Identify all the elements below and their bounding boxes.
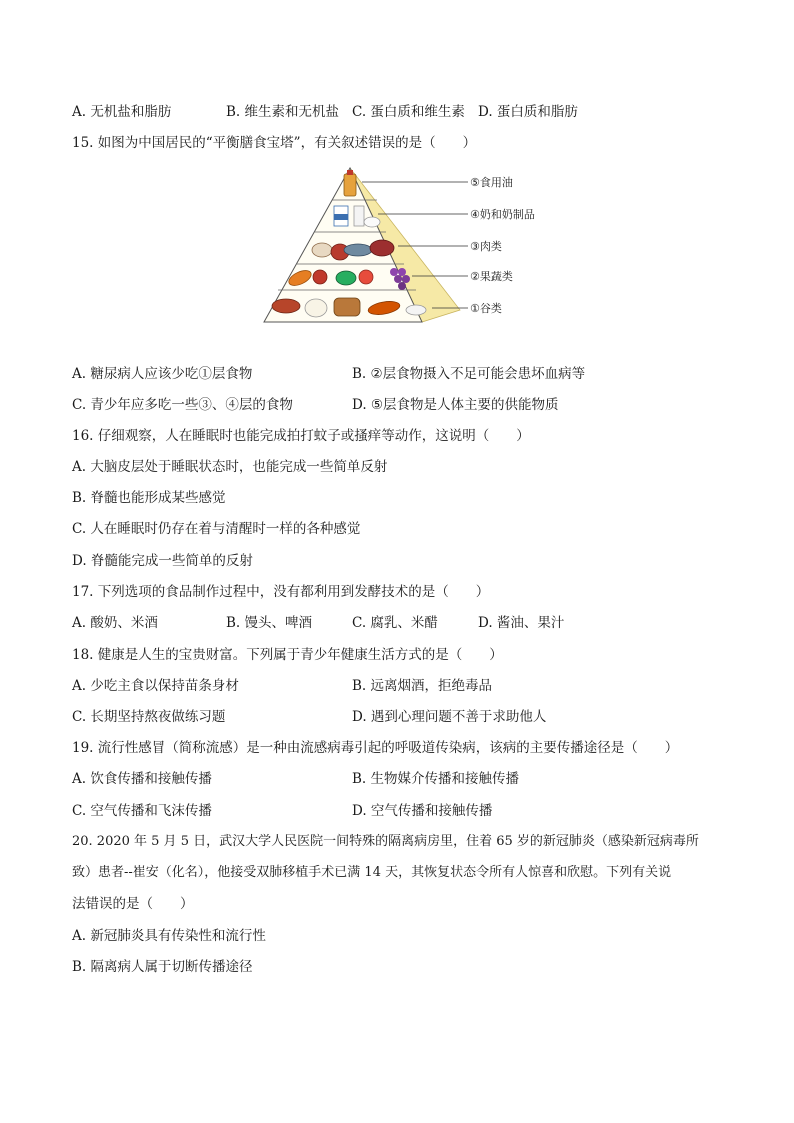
food-pyramid-figure — [258, 160, 558, 330]
onion-icon — [313, 270, 327, 284]
q14-option-c: C. 蛋白质和维生素 — [352, 104, 465, 120]
pepper-icon — [336, 271, 356, 285]
q18-stem: 18. 健康是人生的宝贵财富。下列属于青少年健康生活方式的是（ ） — [72, 647, 503, 663]
q14-option-d: D. 蛋白质和脂肪 — [478, 104, 578, 120]
q18-option-c: C. 长期坚持熬夜做练习题 — [72, 709, 226, 725]
pyramid-label-dairy: ④奶和奶制品 — [470, 208, 535, 221]
q19-option-a: A. 饮食传播和接触传播 — [72, 771, 212, 787]
fish-icon — [344, 244, 372, 256]
q16-option-a: A. 大脑皮层处于睡眠状态时，也能完成一些简单反射 — [72, 459, 388, 475]
q20-stem-line-1: 20. 2020 年 5 月 5 日，武汉大学人民医院一间特殊的隔离病房里，住着 65 岁的新冠肺炎（感染新冠病毒所 — [72, 834, 699, 849]
q18-option-b: B. 远离烟酒，拒绝毒品 — [352, 678, 493, 694]
oil-bottle-icon — [344, 170, 356, 196]
q20-stem-line-3: 法错误的是（ ） — [72, 896, 194, 912]
rice-bowl-icon — [406, 305, 426, 315]
q15-stem: 15. 如图为中国居民的“平衡膳食宝塔”，有关叙述错误的是（ ） — [72, 135, 477, 151]
q20-option-b: B. 隔离病人属于切断传播途径 — [72, 959, 253, 975]
pyramid-label-grains: ①谷类 — [470, 302, 502, 315]
q16-option-c: C. 人在睡眠时仍存在着与清醒时一样的各种感觉 — [72, 521, 361, 537]
q18-option-d: D. 遇到心理问题不善于求助他人 — [352, 709, 547, 725]
bread-icon — [334, 298, 360, 316]
q18-option-a: A. 少吃主食以保持苗条身材 — [72, 678, 239, 694]
apple-icon — [359, 270, 373, 284]
q17-option-c: C. 腐乳、米醋 — [352, 615, 438, 631]
q17-option-b: B. 馒头、啤酒 — [226, 615, 313, 631]
egg-icon — [312, 243, 332, 257]
q17-option-a: A. 酸奶、米酒 — [72, 615, 158, 631]
pyramid-label-meat: ③肉类 — [470, 240, 502, 253]
steamed-bun-icon — [305, 299, 327, 317]
q16-stem: 16. 仔细观察，人在睡眠时也能完成拍打蚊子或搔痒等动作，这说明（ ） — [72, 428, 530, 444]
yogurt-bowl-icon — [364, 217, 380, 227]
q19-stem: 19. 流行性感冒（简称流感）是一种由流感病毒引起的呼吸道传染病，该病的主要传播途径是（ ） — [72, 740, 679, 756]
q19-option-c: C. 空气传播和飞沫传播 — [72, 803, 212, 819]
pyramid-label-oil: ⑤食用油 — [470, 176, 513, 189]
q15-option-d: D. ⑤层食物是人体主要的供能物质 — [352, 397, 559, 413]
q17-stem: 17. 下列选项的食品制作过程中，没有都利用到发酵技术的是（ ） — [72, 584, 490, 600]
milk-glass-icon — [354, 206, 364, 226]
q19-option-d: D. 空气传播和接触传播 — [352, 803, 493, 819]
q14-option-b: B. 维生素和无机盐 — [226, 104, 340, 120]
q16-option-b: B. 脊髓也能形成某些感觉 — [72, 490, 226, 506]
q19-option-b: B. 生物媒介传播和接触传播 — [352, 771, 520, 787]
food-pyramid-illustration — [258, 160, 558, 330]
q20-stem-line-2: 致）患者--崔安（化名），他接受双肺移植手术已满 14 天，其恢复状态令所有人惊喜和欣慰。下列有关说 — [72, 865, 672, 880]
sausage-icon — [370, 240, 394, 256]
q15-option-c: C. 青少年应多吃一些③、④层的食物 — [72, 397, 293, 413]
q17-option-d: D. 酱油、果汁 — [478, 615, 565, 631]
q15-option-b: B. ②层食物摄入不足可能会患坏血病等 — [352, 366, 586, 382]
q14-option-a: A. 无机盐和脂肪 — [72, 104, 172, 120]
sweet-potato-icon — [272, 299, 300, 313]
q16-option-d: D. 脊髓能完成一些简单的反射 — [72, 553, 253, 569]
q20-option-a: A. 新冠肺炎具有传染性和流行性 — [72, 928, 266, 944]
q15-option-a: A. 糖尿病人应该少吃①层食物 — [72, 366, 253, 382]
milk-carton-icon — [334, 206, 348, 226]
pyramid-label-fruit-veg: ②果蔬类 — [470, 270, 513, 283]
